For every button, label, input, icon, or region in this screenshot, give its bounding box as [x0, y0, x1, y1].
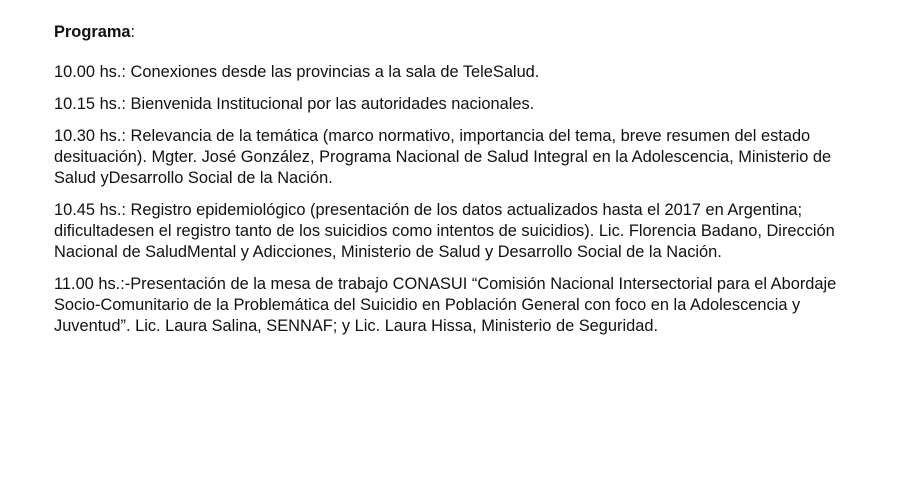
program-heading — [54, 22, 844, 43]
schedule-item-1045: 10.45 hs.: Registro epidemiológico (presentación de los datos actualizados hasta el 2017 en Argentina; dificultadesen el registro tanto de los suicidios como intentos de suicidios). Lic. Florencia Badano, Dirección Nacional de SaludMental y Adicciones, Ministerio de Salud y Desarrollo Social de la Nación. — [54, 201, 835, 261]
schedule-item-1000: 10.00 hs.: Conexiones desde las provincias a la sala de TeleSalud. — [54, 63, 540, 81]
schedule-item-1030: 10.30 hs.: Relevancia de la temática (marco normativo, importancia del tema, breve resumen del estado desituación). Mgter. José González, Programa Nacional de Salud Integral en la Adolescencia, Ministerio de Salud yDesarrollo Social de la Nación. — [54, 127, 832, 187]
schedule-item-1015: 10.15 hs.: Bienvenida Institucional por las autoridades nacionales. — [54, 95, 535, 113]
program-heading-colon: : — [130, 23, 136, 41]
schedule-item-1100: 11.00 hs.:-Presentación de la mesa de trabajo CONASUI “Comisión Nacional Intersectorial para el Abordaje Socio-Comunitario de la Problemática del Suicidio en Población General con foco en la Adolescencia y Juventud”. Lic. Laura Salina, SENNAF; y Lic. Laura Hissa, Ministerio de Seguridad. — [54, 275, 837, 335]
program-heading-label: Programa — [54, 23, 131, 41]
document-body — [54, 22, 844, 348]
